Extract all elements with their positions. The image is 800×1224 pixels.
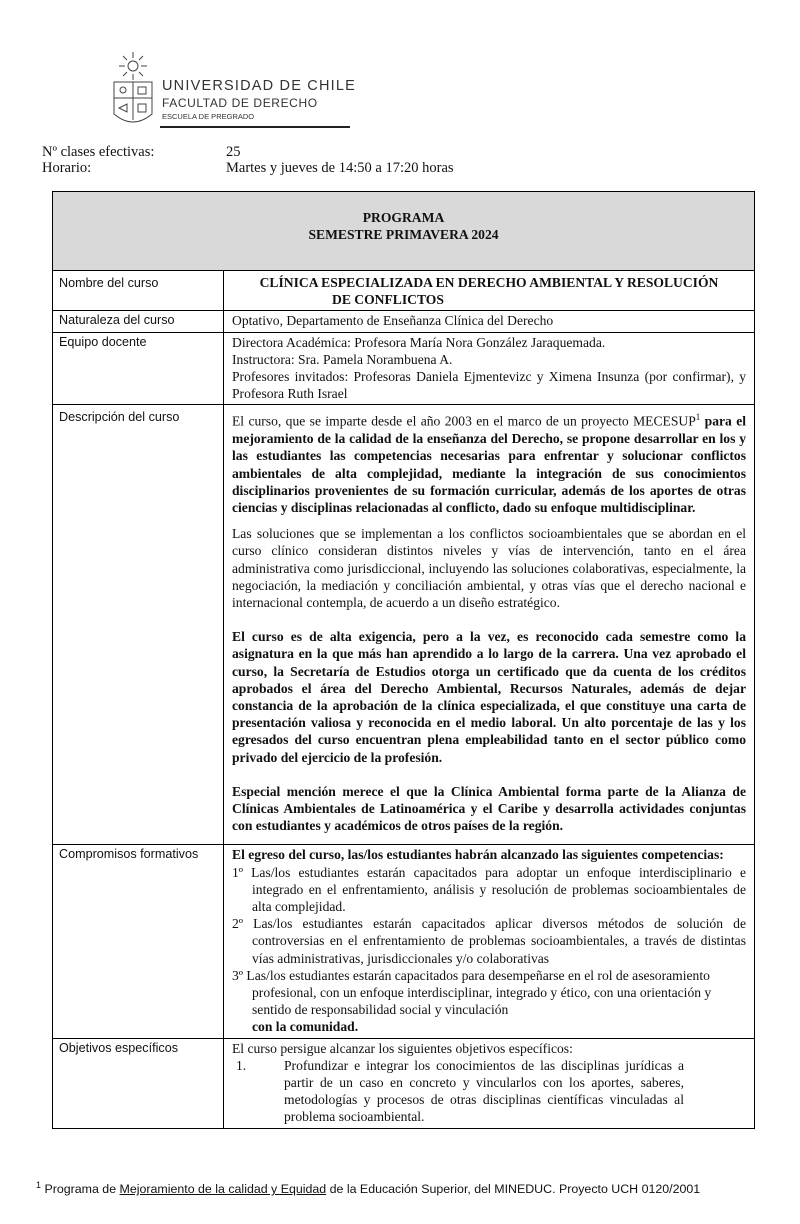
faculty-name: FACULTAD DE DERECHO bbox=[162, 96, 318, 110]
table-row bbox=[53, 271, 755, 311]
university-header bbox=[110, 48, 357, 133]
obj-intro: El curso persigue alcanzar los siguientes objetivos específicos: bbox=[232, 1040, 573, 1056]
university-name: UNIVERSIDAD DE CHILE bbox=[162, 78, 357, 94]
university-seal-icon bbox=[110, 48, 156, 130]
semester-title: SEMESTRE PRIMAVERA 2024 bbox=[308, 227, 499, 243]
horario-label: Horario: bbox=[42, 160, 92, 176]
table-row bbox=[53, 1038, 755, 1128]
course-name-cell bbox=[224, 271, 755, 311]
footnote bbox=[36, 1180, 700, 1196]
course-name-line2: DE CONFLICTOS bbox=[332, 292, 444, 308]
row-label: Equipo docente bbox=[53, 332, 224, 405]
footnote-number: 1 bbox=[36, 1180, 42, 1190]
row-label: Naturaleza del curso bbox=[53, 311, 224, 332]
row-label: Objetivos específicos bbox=[53, 1038, 224, 1128]
table-row bbox=[53, 311, 755, 332]
comp-item-3-end: con la comunidad. bbox=[252, 1019, 359, 1035]
naturaleza-value: Optativo, Departamento de Enseñanza Clínica del Derecho bbox=[224, 311, 755, 332]
horario-value: Martes y jueves de 14:50 a 17:20 horas bbox=[226, 160, 454, 176]
comp-intro: El egreso del curso, las/los estudiantes habrán alcanzado las siguientes competencias: bbox=[232, 847, 724, 863]
footnote-ref: 1 bbox=[695, 412, 701, 423]
desc-p1-end: para el mejoramiento de la calidad de la enseñanza del Derecho, se propone desarrollar en los y las estudiantes las competencias necesarias para enfrentar y solucionar conflictos ambientales de alta complejidad, mediante la integración de sus conocimientos disciplinarios provenientes de su formación curricular, además de los aportes de otras ciencias y disciplinas relacionadas al conflicto, dado su enfoque multidisciplinar. bbox=[232, 413, 746, 515]
desc-paragraph-4: Especial mención merece el que la Clínica Ambiental forma parte de la Alianza de Clínicas Ambientales de Latinoamérica y el Caribe y desarrolla actividades conjuntas con estudiantes y académicos de otros países de la región. bbox=[232, 783, 746, 834]
directora-line: Directora Académica: Profesora María Nora González Jaraquemada. bbox=[232, 334, 606, 350]
table-row bbox=[53, 845, 755, 1038]
table-header bbox=[53, 192, 755, 271]
program-title: PROGRAMA bbox=[362, 210, 445, 225]
invitados-line: Profesores invitados: Profesoras Daniela Ejmentevizc y Ximena Insunza (por confirmar), y Profesora Ruth Israel bbox=[232, 369, 746, 402]
footnote-pre: Programa de bbox=[41, 1182, 120, 1197]
desc-paragraph-3: El curso es de alta exigencia, pero a la vez, es reconocido cada semestre como la asignatura en la que más han aprendido a lo largo de la carrera. Una vez aprobado el curso, la Secretaría de Estudios otorga un certificado que da cuenta de los créditos aprobados el área del Derecho Ambiental, Recursos Naturales, además de dejar constancia de la aprobación de la clínica especializada, el que constituye una carta de presentación valiosa y reconocida en el medio laboral. Un alto porcentaje de las y los egresados del curso encuentran plena empleabilidad tanto en el sector público como privado del ejercicio de la profesión. bbox=[232, 629, 746, 765]
footnote-underlined: Mejoramiento de la calidad y Equidad bbox=[119, 1182, 327, 1197]
school-name: ESCUELA DE PREGRADO bbox=[162, 112, 255, 121]
program-table bbox=[52, 191, 755, 1129]
clases-value: 25 bbox=[226, 144, 241, 160]
instructora-line: Instructora: Sra. Pamela Norambuena A. bbox=[232, 351, 453, 367]
obj-text: Profundizar e integrar los conocimientos de las disciplinas jurídicas a partir de un caso en concreto y vincularlos con los aportes, saberes, metodologías y procesos de otras disciplinas científicas vinculadas al problema socioambiental. bbox=[284, 1057, 684, 1125]
obj-number: 1. bbox=[236, 1057, 247, 1073]
clases-label: Nº clases efectivas: bbox=[42, 144, 155, 160]
table-row bbox=[53, 405, 755, 845]
equipo-cell bbox=[224, 332, 755, 405]
compromisos-cell bbox=[224, 845, 755, 1038]
comp-item-3: 3º Las/los estudiantes estarán capacitados para desempeñarse en el rol de asesoramiento profesional, con un enfoque interdisciplinar, integrado y ético, con una orientación y sentido de responsabilidad social y vinculación bbox=[232, 967, 712, 1018]
desc-paragraph-1 bbox=[232, 409, 746, 516]
row-label: Nombre del curso bbox=[53, 271, 224, 311]
table-row bbox=[53, 332, 755, 405]
row-label: Compromisos formativos bbox=[53, 845, 224, 1038]
desc-paragraph-2: Las soluciones que se implementan a los conflictos socioambientales que se abordan en el curso clínico consideran distintos niveles y vías de intervención, tanto en el área administrativa como jurisdiccional, incluyendo las soluciones colaborativas, especialmente, la negociación, la mediación y conciliación ambiental, y otras vías que el derecho nacional e internacional contempla, de acuerdo a un diseño estratégico. bbox=[232, 526, 746, 610]
list-item bbox=[232, 1057, 746, 1126]
comp-item-1: 1º Las/los estudiantes estarán capacitados para adoptar un enfoque interdisciplinario e integrado en el enfrentamiento, análisis y resolución de problemas socioambientales de alta complejidad. bbox=[232, 864, 746, 915]
objetivos-cell bbox=[224, 1038, 755, 1128]
course-name-line1: CLÍNICA ESPECIALIZADA EN DERECHO AMBIENTAL Y RESOLUCIÓN bbox=[259, 275, 719, 290]
row-label: Descripción del curso bbox=[53, 405, 224, 845]
footnote-post: de la Educación Superior, del MINEDUC. Proyecto UCH 0120/2001 bbox=[326, 1182, 701, 1197]
header-rule bbox=[160, 126, 350, 128]
desc-p1-start: El curso, que se imparte desde el año 2003 en el marco de un proyecto MECESUP bbox=[232, 413, 696, 429]
descripcion-cell bbox=[224, 405, 755, 845]
comp-item-2: 2º Las/los estudiantes estarán capacitados aplicar diversos métodos de solución de controversias en el enfrentamiento de problemas socioambientales, a través de distintas vías administrativas, jurisdiccionales y/o colaborativas bbox=[232, 916, 746, 966]
